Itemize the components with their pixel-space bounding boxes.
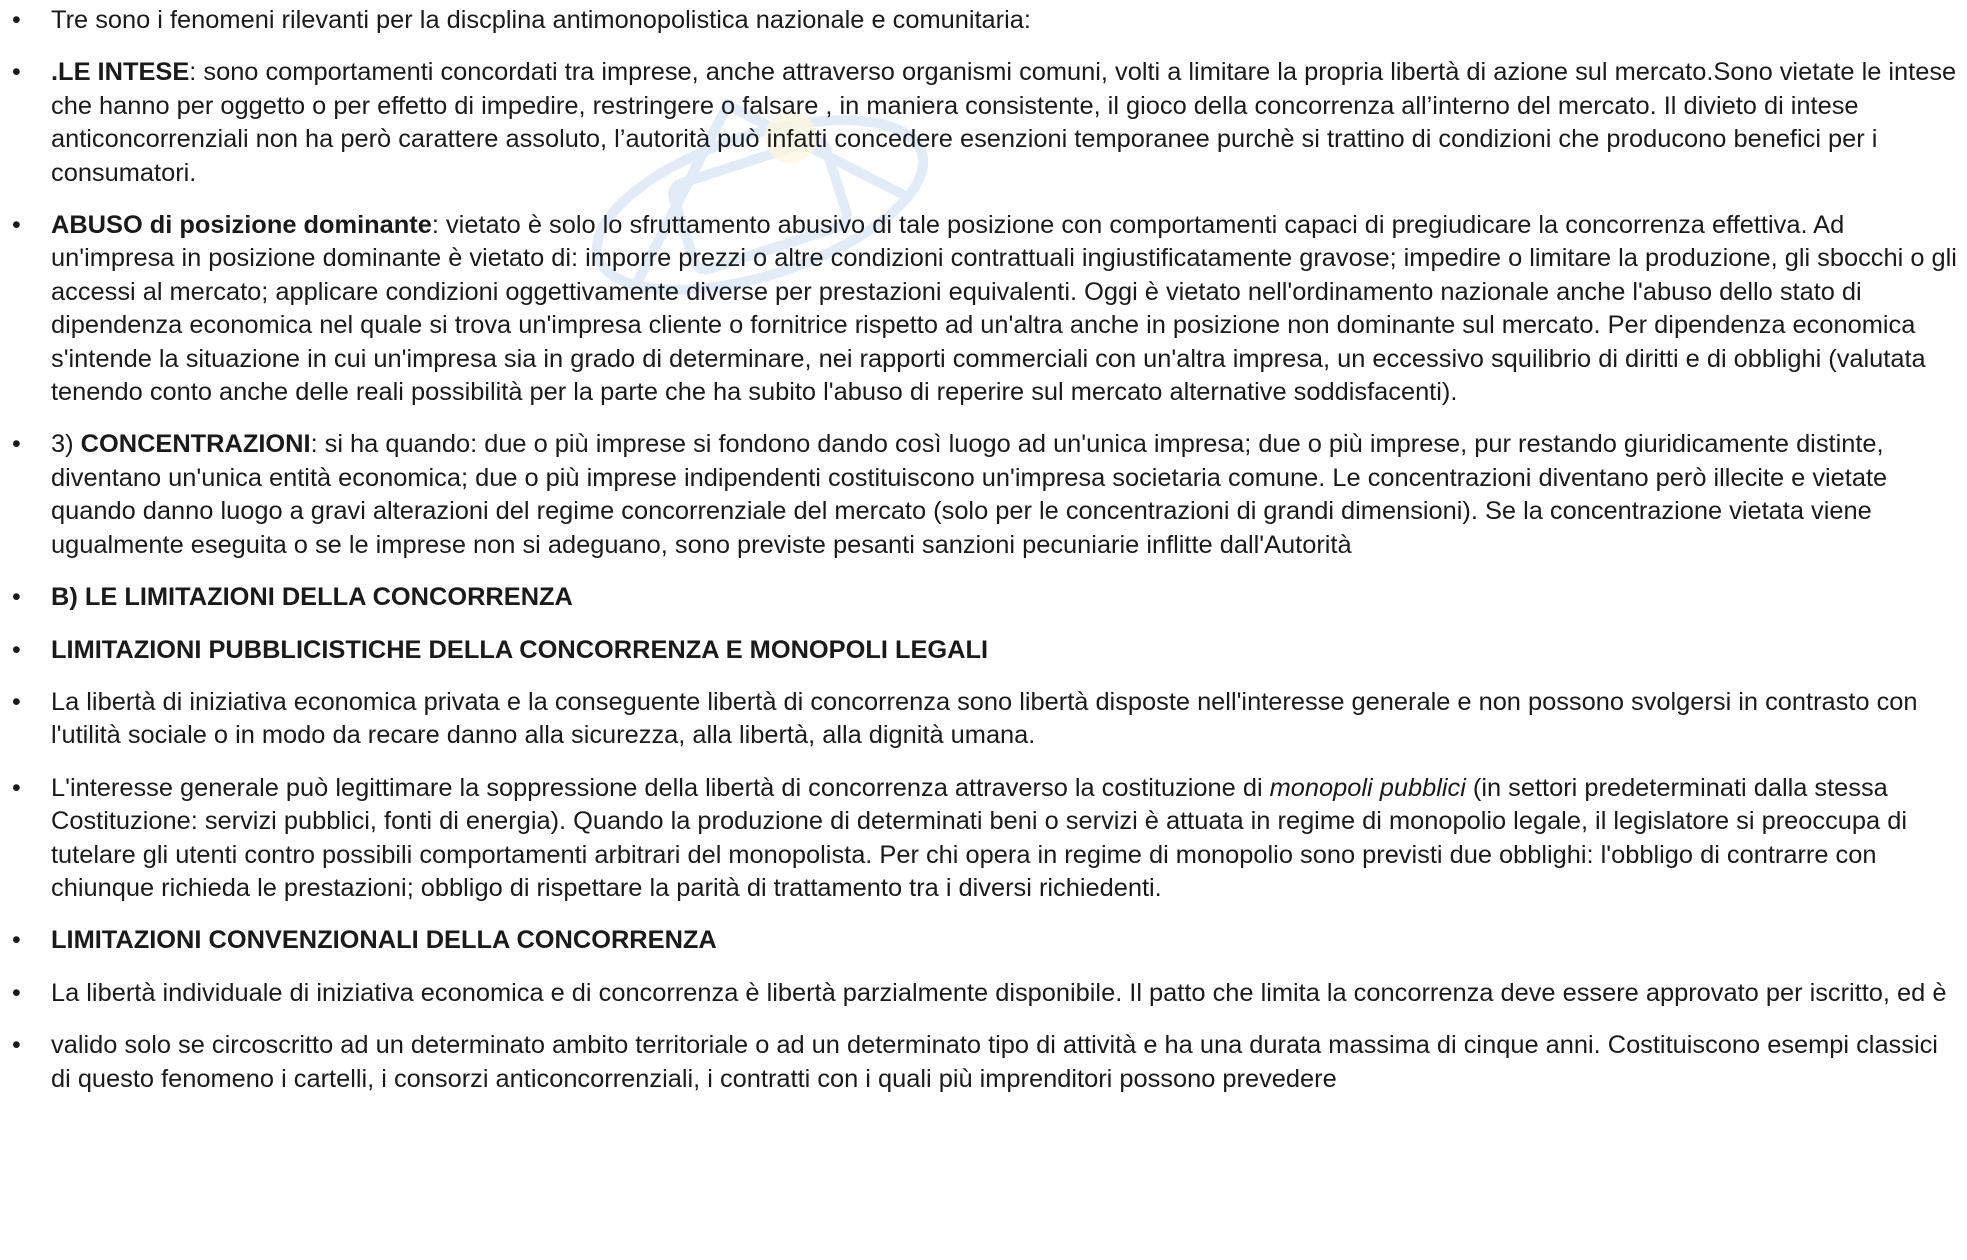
intese-text: : sono comportamenti concordati tra imprese, anche attraverso organismi comuni, volti a limitare la propria libertà di azione sul mercato.Sono vietate le intese che hanno per oggetto o per effetto di impedire, restringere o falsare , in maniera consistente, il gioco della concorrenza all’interno del mercato. Il divieto di intese anticoncorrenziali non ha però carattere assoluto, l’autorità può infatti concedere esenzioni temporanee purchè si trattino di condizioni che producono benefici per i consumatori. <box>51 58 1957 187</box>
section-heading-convenzionali: LIMITAZIONI CONVENZIONALI DELLA CONCORRENZA <box>51 926 717 955</box>
abuso-heading: ABUSO di posizione dominante <box>51 211 432 240</box>
concentrazioni-text: : si ha quando: due o più imprese si fondono dando così luogo ad un'unica impresa; due o più imprese, pur restando giuridicamente distinte, diventano un'unica entità economica; due o più imprese indipendenti costituiscono un'impresa societaria comune. Le concentrazioni diventano però illecite e vietate quando danno luogo a gravi alterazioni del regime concorrenziale del mercato (solo per le concentrazioni di grandi dimensioni). Se la concentrazione vietata viene ugualmente eseguita o se le imprese non si adeguano, sono previste pesanti sanzioni pecuniarie inflitte dall'Autorità <box>51 430 1888 559</box>
list-item <box>0 209 1967 409</box>
intro-text: Tre sono i fenomeni rilevanti per la discplina antimonopolistica nazionale e comunitaria: <box>51 6 1031 34</box>
abuso-text: : vietato è solo lo sfruttamento abusivo di tale posizione con comportamenti capaci di pregiudicare la concorrenza effettiva. Ad un'impresa in posizione dominante è vietato di: imporre prezzi o altre condizioni contrattuali ingiustificatamente gravose; impedire o limitare la produzione, gli sbocchi o gli accessi al mercato; applicare condizioni oggettivamente diverse per prestazioni equivalenti. Oggi è vietato nell'ordinamento nazionale anche l'abuso dello stato di dipendenza economica nel quale si trova un'impresa cliente o fornitrice rispetto ad un'altra anche in posizione non dominante sul mercato. Per dipendenza economica s'intende la situazione in cui un'impresa sia in grado di determinare, nei rapporti commerciali con un'altra impresa, un eccessivo squilibrio di diritti e di obblighi (valutata tenendo conto anche delle reali possibilità per la parte che ha subito l'abuso di reperire sul mercato alternative soddisfacenti). <box>51 211 1957 407</box>
monopoli-pubblici-term: monopoli pubblici <box>1269 773 1466 802</box>
interesse-text-start: L'interesse generale può legittimare la soppressione della libertà di concorrenza attraverso la costituzione di <box>51 773 1270 802</box>
intese-heading: .LE INTESE <box>51 58 190 87</box>
list-item <box>0 1029 1967 1096</box>
section-heading-pubblicistiche: LIMITAZIONI PUBBLICISTICHE DELLA CONCORRENZA E MONOPOLI LEGALI <box>51 635 989 664</box>
list-item <box>0 428 1967 562</box>
list-item <box>0 924 1967 957</box>
bullet-list <box>0 4 1967 1096</box>
concentrazioni-number: 3) <box>51 430 81 459</box>
liberta-text: La libertà di iniziativa economica privata e la conseguente libertà di concorrenza sono libertà disposte nell'interesse generale e non possono svolgersi in contrasto con l'utilità sociale o in modo da recare danno alla sicurezza, alla libertà, alla dignità umana. <box>51 687 1918 750</box>
section-heading-limitazioni: B) LE LIMITAZIONI DELLA CONCORRENZA <box>51 583 573 612</box>
list-item <box>0 686 1967 753</box>
interesse-text-end: (in settori predeterminati dalla stessa Costituzione: servizi pubblici, fonti di energia). Quando la produzione di determinati beni o servizi è attuata in regime di monopolio legale, il legislatore si preoccupa di tutelare gli utenti contro possibili comportamenti arbitrari del monopolista. Per chi opera in regime di monopolio sono previsti due obblighi: l'obbligo di contrarre con chiunque richieda le prestazioni; obbligo di rispettare la parità di trattamento tra i diversi richiedenti. <box>51 773 1907 902</box>
list-item <box>0 4 1967 37</box>
validita-text: valido solo se circoscritto ad un determinato ambito territoriale o ad un determinato tipo di attività e ha una durata massima di cinque anni. Costituiscono esempi classici di questo fenomeno i cartelli, i consorzi anticoncorrenziali, i contratti con i quali più imprenditori possono prevedere <box>51 1031 1938 1093</box>
list-item <box>0 772 1967 906</box>
list-item <box>0 56 1967 190</box>
document-page <box>0 4 1967 1115</box>
list-item <box>0 581 1967 614</box>
patto-text: La libertà individuale di iniziativa economica e di concorrenza è libertà parzialmente disponibile. Il patto che limita la concorrenza deve essere approvato per iscritto, ed è <box>51 978 1947 1007</box>
list-item <box>0 977 1967 1010</box>
concentrazioni-heading: CONCENTRAZIONI <box>80 430 311 459</box>
list-item <box>0 634 1967 667</box>
